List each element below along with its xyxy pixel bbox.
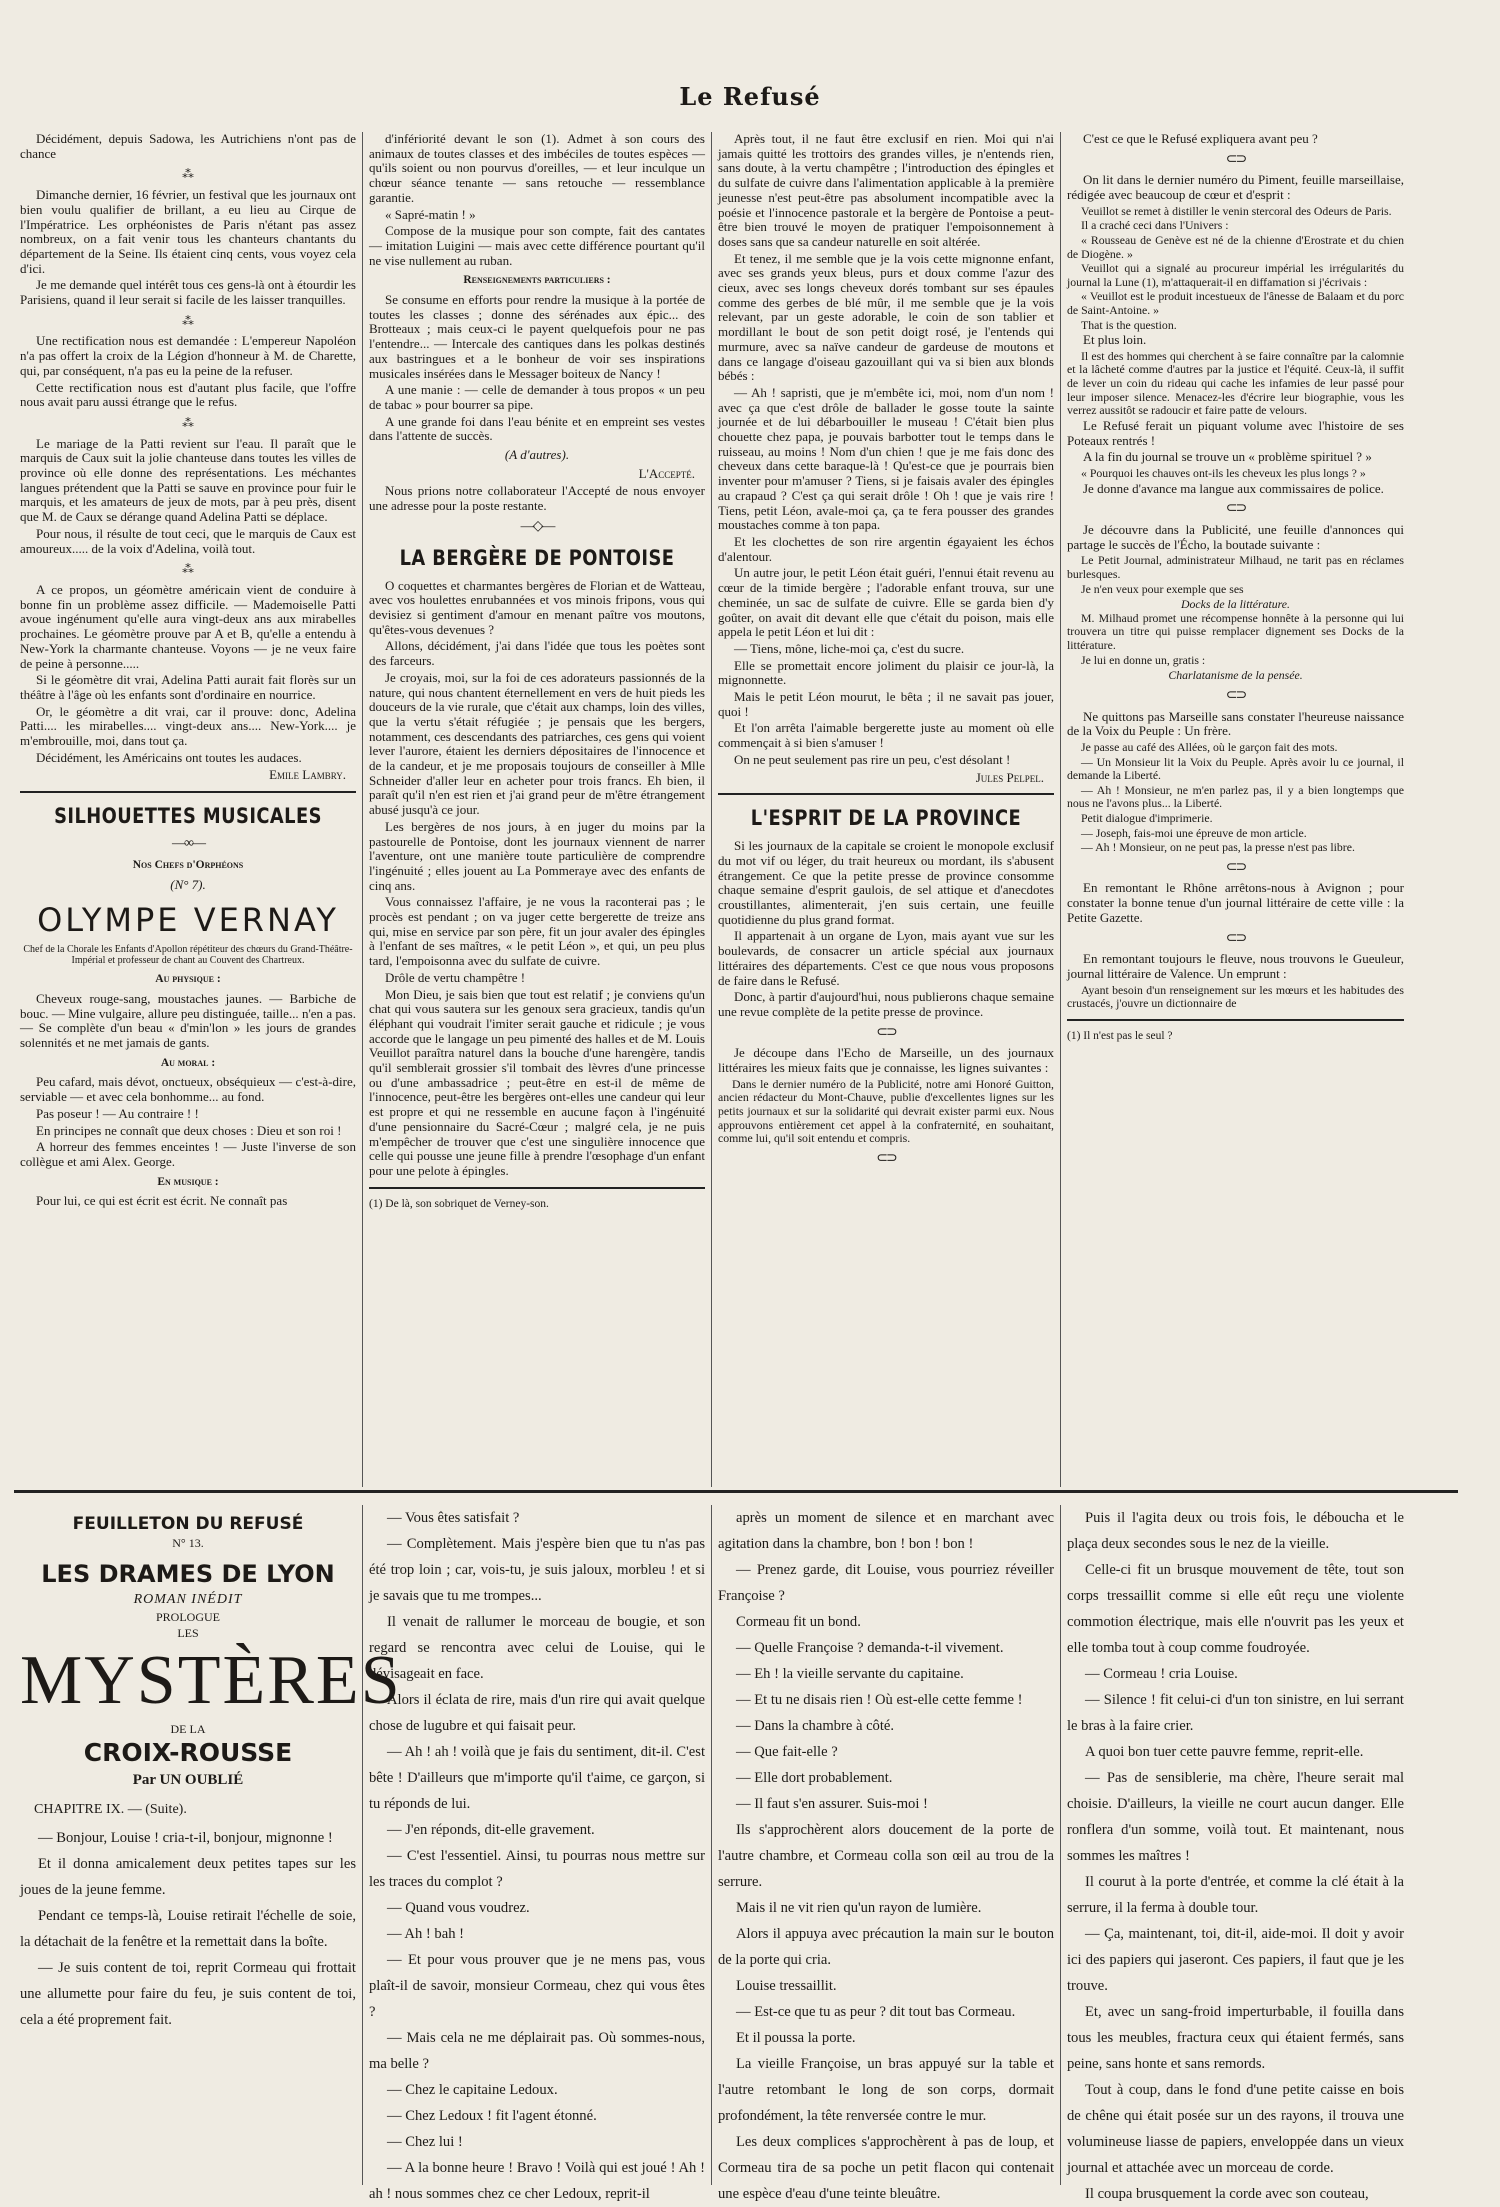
paragraph: — Cormeau ! cria Louise. <box>1085 1666 1238 1682</box>
ornament-separator: —◇— <box>520 518 554 534</box>
byline-note: (A d'autres). <box>504 447 570 463</box>
novel-title-part: CROIX-ROUSSE <box>83 1738 293 1767</box>
paragraph: Il appartenait à un organe de Lyon, mais ayant vue sur les boulevards, de consacrer un article spécial aux journaux littéraires des départements. C'est ce que nous vous proposons de faire dans le Refusé. <box>718 928 1054 988</box>
quoted-paragraph: M. Milhaud promet une récompense honnête à la personne qui lui trouvera un titre qui puisse remplacer dignement ses Docks de la littérature. <box>1067 610 1404 653</box>
paragraph: — Chez Ledoux ! fit l'agent étonné. <box>387 2108 597 2124</box>
paragraph: Si les journaux de la capitale se croient le monopole exclusif du mot vif ou léger, du trait heureux ou mordant, ils s'abusent étrangement. Ce que la petite presse de province consomme chaque semaine d'esprit gaulois, de sel attique et d'anecdotes croustillantes, alimenterait, j'en suis certain, une feuille quotidienne du plus grand format. <box>718 838 1054 927</box>
footnote: (1) Il n'est pas le seul ? <box>1067 1029 1173 1042</box>
paragraph: — Est-ce que tu as peur ? dit tout bas Cormeau. <box>736 2004 1016 2020</box>
paragraph: Cheveux rouge-sang, moustaches jaunes. — Barbiche de bouc. — Mine vulgaire, allure peu distinguée, taille... n'en a pas. — Se complète d'un beau « d'min'lon » les jours de grandes solennités et ne met jamais de gants. <box>20 990 356 1051</box>
paragraph: — Silence ! fit celui-ci d'un ton sinistre, en lui serrant le bras à la faire crier. <box>1067 1692 1404 1734</box>
paragraph: Je me demande quel intérêt tous ces gens-là ont à étourdir les Parisiens, quand il leur serait si facile de les laisser tranquilles. <box>20 277 356 308</box>
quoted-paragraph: Je lui en donne un, gratis : <box>1081 652 1206 667</box>
quoted-paragraph: « Rousseau de Genève est né de la chienne d'Erostrate et du chien de Diogène. » <box>1067 233 1404 261</box>
paragraph: Je croyais, moi, sur la foi de ces adorateurs passionnés de la nature, qui nous chantent éternellement en vers de huit pieds les douceurs de la vie rurale, que c'était aux champs, loin des villes, que la vertu s'était réfugiée ; je pensais que les bergers, notamment, ces descendants des patriarches, ces gens qui voient lever l'aurore, étaient les derniers dépositaires de l'innocence et de la candeur, et je me proposais toujours de conseiller à Mlle Schneider d'aller leur en acheter pour trois francs. Eh bien, il paraît qu'il n'en est rien et j'ai grand peur de m'être étrangement abusé jusqu'à ce jour. <box>369 669 705 818</box>
newspaper-masthead: Le Refusé <box>679 82 821 111</box>
paragraph: A horreur des femmes enceintes ! — Juste l'inverse de son collègue et ami Alex. George. <box>20 1139 356 1169</box>
quoted-paragraph: Petit dialogue d'imprimerie. <box>1081 810 1213 825</box>
paragraph: — Dans la chambre à côté. <box>736 1718 895 1734</box>
paragraph: — Ah ! ah ! voilà que je fais du sentiment, dit-il. C'est bête ! D'ailleurs que m'importe qu'il t'aime, ce garçon, si tu réponds de lui. <box>369 1744 705 1812</box>
subheading: Nos Chefs d'Orphéons <box>132 858 244 871</box>
bottom-column-2 <box>363 1505 712 2202</box>
feuilleton-caption: LES <box>177 1626 199 1640</box>
paragraph: Peu cafard, mais dévot, onctueux, obséquieux — c'est-à-dire, serviable — et avec cela bonhomme... au fond. <box>20 1074 356 1105</box>
paragraph: Décidément, les Américains ont toutes les audaces. <box>36 749 302 765</box>
quoted-paragraph: Il a craché ceci dans l'Univers : <box>1081 218 1229 233</box>
paragraph: — Complètement. Mais j'espère bien que tu n'as pas été trop loin ; car, vois-tu, je suis jaloux, morbleu ! et si je savais que tu me trompes... <box>369 1536 705 1604</box>
profile-caption: Chef de la Chorale les Enfants d'Apollon répétiteur des chœurs du Grand-Théâtre-Impérial et professeur de chant au Couvent des Chartreux. <box>23 944 353 967</box>
paragraph: Donc, à partir d'aujourd'hui, nous publierons chaque semaine une revue complète de la petite presse de province. <box>718 989 1054 1019</box>
paragraph: Si le géomètre dit vrai, Adelina Patti aurait fait florès sur un théâtre à l'âge où les enfants sont d'ordinaire en nourrice. <box>20 672 356 702</box>
ornament-separator: ⊂⊃ <box>1225 151 1246 167</box>
paragraph: Vous connaissez l'affaire, je ne vous la raconterai pas ; le procès est pendant ; on va juger cette bergerette de treize ans qui, mise en service par son père, fit un jour avaler des épingles à l'enfant de ses maîtres, « le petit Léon », et qui, un peu plus tard, l'empoisonna avec du sulfate de cuivre. <box>369 894 705 969</box>
paragraph: — Elle dort probablement. <box>736 1770 893 1786</box>
paragraph: Mon Dieu, je sais bien que tout est relatif ; je conviens qu'un chat qui vous sautera sur les genoux sera gracieux, tandis qu'un éléphant qui voudrait l'imiter serait gauche et ridicule ; je vous accorde que le langage un peu pimenté des halles et de M. Louis Veuillot paraîtra naturel dans la bouche d'une harengère, tandis qu'il semblerait grossier s'il tombait des lèvres d'une princesse ou d'une ambassadrice ; peut-être en est-il de même de l'innocence, peut-être les bergères ont-elles une candeur qui leur est propre et qui ne ressemble en aucune façon à l'ingénuité d'une pensionnaire du Sacré-Cœur ; malgré cela, je ne puis m'empêcher de trouver que c'est une singulière innocence que celle qui pousse une jeune fille à prendre l'œsophage d'un enfant pour une pelote à épingles. <box>369 986 705 1178</box>
paragraph: Les bergères de nos jours, à en juger du moins par la pastourelle de Pontoise, dont les journaux viennent de narrer l'aventure, ont une manière toute particulière de comprendre l'ingénuité ; elles jouent au La Pommeraye avec des enfants de cinq ans. <box>369 818 705 893</box>
paragraph: — Que fait-elle ? <box>736 1744 838 1760</box>
paragraph: — Je suis content de toi, reprit Cormeau qui frottait une allumette pour faire du feu, je suis content de toi, cela a été proprement fait. <box>20 1960 356 2028</box>
quoted-paragraph: Dans le dernier numéro de la Publicité, notre ami Honoré Guitton, ancien rédacteur du Mont-Chauve, publie d'excellentes lignes sur les petits journaux et sur la solidarité qui devrait exister parmi eux. Nous approuvons entièrement cet appel à la confraternité, en souhaitant, comme lui, qu'il soit entendu et compris. <box>718 1076 1054 1146</box>
paragraph: Le mariage de la Patti revient sur l'eau. Il paraît que le marquis de Caux suit la jolie chanteuse dans toutes les villes de province où elle donne des représentations. Les méchantes langues prétendent que la Patti se sauve en province pour fuir le marquis, et les amateurs de jeux de mots, par à peu près, disent que M. de Caux se dérange quand Adelina Patti se déplace. <box>20 435 356 525</box>
paragraph: En remontant le Rhône arrêtons-nous à Avignon ; pour constater la bonne tenue d'un journal littéraire de cette ville : la Petite Gazette. <box>1067 880 1404 925</box>
paragraph: En remontant toujours le fleuve, nous trouvons le Gueuleur, journal littéraire de Valence. Un emprunt : <box>1067 951 1404 981</box>
news-section <box>14 132 1458 1487</box>
paragraph: Elle se promettait encore joliment du plaisir ce jour-là, la mignonnette. <box>718 657 1054 688</box>
ornament-separator: ⊂⊃ <box>876 1150 896 1166</box>
paragraph: Le Refusé ferait un piquant volume avec l'histoire de ses Poteaux rentrés ! <box>1067 417 1404 448</box>
paragraph: — Chez le capitaine Ledoux. <box>387 2082 558 2098</box>
asterism-separator: ⁂ <box>182 562 194 577</box>
top-column-2 <box>363 132 712 1487</box>
paragraph: Alors il éclata de rire, mais d'un rire qui avait quelque chose de lugubre et qui faisait peur. <box>369 1692 705 1734</box>
paragraph: Ne quittons pas Marseille sans constater l'heureuse naissance de la Voix du Peuple : Un frère. <box>1067 708 1404 739</box>
subheading: En musique : <box>157 1175 219 1188</box>
paragraph: Mais il ne vit rien qu'un rayon de lumière. <box>736 1900 982 1916</box>
paragraph: — J'en réponds, dit-elle gravement. <box>387 1822 595 1838</box>
bottom-column-4 <box>1061 1505 1410 2202</box>
paragraph: après un moment de silence et en marchant avec agitation dans la chambre, bon ! bon ! bon ! <box>718 1510 1054 1552</box>
quoted-paragraph: Je passe au café des Allées, où le garçon fait des mots. <box>1081 740 1338 755</box>
quoted-paragraph: Ayant besoin d'un renseignement sur les mœurs et les habitudes des crustacés, j'ouvre un dictionnaire de <box>1067 982 1404 1011</box>
asterism-separator: ⁂ <box>182 167 194 182</box>
paragraph: Et plus loin. <box>1083 332 1147 348</box>
ornament-separator: ⊂⊃ <box>1225 859 1246 875</box>
paragraph: Celle-ci fit un brusque mouvement de tête, tout son corps tressaillit comme si elle eût reçu une violente commotion électrique, mais elle n'ouvrit pas les yeux et elle tomba tout à coup comme foudroyée. <box>1067 1562 1404 1656</box>
chapter-heading: CHAPITRE IX. — (Suite). <box>34 1802 187 1817</box>
ornament-separator: ⊂⊃ <box>1225 501 1246 517</box>
paragraph: Je découvre dans la Publicité, une feuille d'annonces qui partage le succès de l'Écho, la boutade suivante : <box>1067 521 1404 552</box>
article-headline: SILHOUETTES MUSICALES <box>54 804 322 829</box>
paragraph: Un autre jour, le petit Léon était guéri, l'ennui était revenu au cœur de la timide bergère ; l'adorable enfant trouva, sur une cheminée, un sac de sulfate de cuivre. Elle se garda bien d'y goûter, on avait dit devant elle que c'était du poison, mais elle appela le petit Léon et lui dit : <box>718 565 1054 640</box>
paragraph: — Quelle Françoise ? demanda-t-il vivement. <box>736 1640 1004 1656</box>
quoted-paragraph: That is the question. <box>1081 317 1177 332</box>
paragraph: Et l'on arrêta l'aimable bergerette juste au moment où elle commençait à si bien s'amuser ! <box>718 720 1054 751</box>
top-column-4 <box>1061 132 1410 1487</box>
ornament-separator: —∞— <box>172 836 204 852</box>
paragraph: Il coupa brusquement la corde avec son couteau, <box>1085 2186 1369 2202</box>
paragraph: — Prenez garde, dit Louise, vous pourriez réveiller Françoise ? <box>718 1562 1054 1604</box>
paragraph: Il courut à la porte d'entrée, et comme la clé était à la serrure, il la ferma à double tour. <box>1067 1874 1404 1916</box>
byline-note: (N° 7). <box>170 876 206 892</box>
paragraph: Alors il appuya avec précaution la main sur le bouton de la porte qui cria. <box>718 1926 1054 1968</box>
paragraph: En principes ne connaît que deux choses : Dieu et son roi ! <box>36 1122 342 1138</box>
column-rule <box>369 1187 705 1189</box>
paragraph: Compose de la musique pour son compte, fait des cantates — imitation Luigini — mais avec cette différence pourtant qu'il ne vise nullement au ruban. <box>369 223 705 268</box>
paragraph: — Vous êtes satisfait ? <box>387 1510 520 1526</box>
paragraph: Je donne d'avance ma langue aux commissaires de police. <box>1083 480 1384 496</box>
asterism-separator: ⁂ <box>182 415 194 430</box>
paragraph: C'est ce que le Refusé expliquera avant peu ? <box>1083 131 1318 146</box>
paragraph: Puis il l'agita deux ou trois fois, le déboucha et le plaça deux secondes sous le nez de la vieille. <box>1067 1510 1404 1552</box>
paragraph: Décidément, depuis Sadowa, les Autrichiens n'ont pas de chance <box>20 131 356 161</box>
bottom-column-1 <box>14 1505 402 2185</box>
paragraph: — A la bonne heure ! Bravo ! Voilà qui est joué ! Ah ! ah ! nous sommes chez ce cher Ledoux, reprit-il <box>369 2160 705 2202</box>
paragraph: Et, avec un sang-froid imperturbable, il fouilla dans tous les meubles, fractura ceux qui étaient fermés, sans peine, sans honte et sans remords. <box>1067 2004 1404 2072</box>
paragraph: — Ça, maintenant, toi, dit-il, aide-moi. Il doit y avoir ici des papiers qui jaseront. Ces papiers, il faut que je les trouve. <box>1067 1926 1404 1994</box>
paragraph: — Mais cela ne me déplairait pas. Où sommes-nous, ma belle ? <box>369 2030 705 2072</box>
paragraph: Après tout, il ne faut être exclusif en rien. Moi qui n'ai jamais quitté les trottoirs des grandes villes, je n'entends rien, sans doute, à la vertu champêtre ; l'introduction des épingles et du sulfate de cuivre dans l'alimentation applicable à la première jeunesse n'est peut-être pas absolument incompatible avec la poésie et l'innocence pastorale et la bergère de Pontoise a peut-être bien trouvé le moyen de pratiquer l'empoisonnement à doses sans que sa candeur naturelle en soit altérée. <box>718 131 1054 249</box>
paragraph: Et les clochettes de son rire argentin égayaient les échos d'alentour. <box>718 533 1054 564</box>
top-column-1 <box>14 132 363 1487</box>
paragraph: Pendant ce temps-là, Louise retirait l'échelle de soie, la détachait de la fenêtre et la remettait dans la boîte. <box>20 1908 356 1950</box>
paragraph: Or, le géomètre a dit vrai, car il prouve: donc, Adelina Patti.... les mirabelles.... vingt-deux ans.... New-York.... je m'embrouille, moi, dans tout ça. <box>20 703 356 749</box>
novel-title: MYSTÈRES <box>20 1642 402 1719</box>
paragraph: Dimanche dernier, 16 février, un festival que les journaux ont bien voulu qualifier de brillant, a eu lieu au Cirque de l'Impératrice. Les orphéonistes de Paris n'étant pas assez nombreux, on a fait venir tous les chanteurs chantants du département de la Seine. Ils étaient cinq cents, vous voyez cela d'ici. <box>20 187 356 276</box>
paragraph: Cette rectification nous est d'autant plus facile, que l'offre nous avait paru aussi étrange que le refus. <box>20 379 356 410</box>
paragraph: A la fin du journal se trouve un « problème spirituel ? » <box>1083 449 1372 465</box>
column-rule <box>718 793 1054 795</box>
quoted-paragraph: « Pourquoi les chauves ont-ils les cheveux les plus longs ? » <box>1081 465 1366 480</box>
paragraph: Pour lui, ce qui est écrit est écrit. Ne connaît pas <box>36 1193 288 1209</box>
feuilleton-caption: PROLOGUE <box>155 1610 220 1624</box>
quoted-paragraph: Veuillot se remet à distiller le venin stercoral des Odeurs de Paris. <box>1081 203 1392 218</box>
bottom-column-3 <box>712 1505 1061 2202</box>
paragraph: — Ah ! sapristi, que je m'embête ici, moi, nom d'un nom ! avec ça que c'est drôle de ballader le gosse toute la sainte journée et de lui débarbouiller le museau ! C'était bien plus chouette chez papa, je pouvais barbotter tout le temps dans le ruisseau, au moins ! Nom d'un chien ! que je me fais donc des cheveux dans cette baraque-là ! Qu'est-ce que je pourrais bien inventer pour m'amuser ? Tiens, si je faisais avaler des épingles au crapaud ? C'est ça qui serait drôle ! Oh ! que je vais rire ! Tiens, petit Léon, avale-moi ça, ça te fera pousser des grandes moustaches comme à ton papa. <box>718 384 1054 533</box>
paragraph: Cormeau fit un bond. <box>736 1614 861 1630</box>
article-headline: L'ESPRIT DE LA PROVINCE <box>750 806 1022 831</box>
ornament-separator: ⊂⊃ <box>876 1024 896 1040</box>
signature: L'Accepté. <box>638 465 695 481</box>
paragraph: O coquettes et charmantes bergères de Florian et de Watteau, avec vos houlettes enrubannées et vos minois fripons, vous qui devisiez si gentiment d'amour en menant paître vos moutons, qu'êtes-vous devenues ? <box>369 577 705 637</box>
novel-subtitle: ROMAN INÉDIT <box>133 1592 243 1607</box>
paragraph: Pas poseur ! — Au contraire ! ! <box>36 1105 199 1121</box>
quoted-paragraph: Il est des hommes qui cherchent à se faire connaître par la calomnie et la lâcheté comme d'autres par la justice et l'équité. Ceux-là, il suffit de lever un coin du rideau qui cache les infamies de leur passé pour leur imposer silence. Menacez-les d'écrire leur biographie, vous les verrez aussitôt se radoucir et faire patte de velours. <box>1067 348 1404 418</box>
top-column-3 <box>712 132 1061 1487</box>
quoted-paragraph: Veuillot qui a signalé au procureur impérial les irrégularités du journal la Lune (1), m'attaquerait-il en diffamation si j'écrivais : <box>1067 261 1404 289</box>
paragraph: A quoi bon tuer cette pauvre femme, reprit-elle. <box>1085 1744 1364 1760</box>
column-rule <box>20 791 356 793</box>
author-line: Par UN OUBLIÉ <box>132 1772 244 1788</box>
subheading: Au physique : <box>155 973 221 986</box>
quoted-paragraph: — Ah ! Monsieur, ne m'en parlez pas, il y a bien longtemps que nous ne l'avons plus... la Liberté. <box>1067 782 1404 811</box>
column-rule <box>1067 1019 1404 1021</box>
paragraph: Il venait de rallumer le morceau de bougie, et son regard se rencontra avec celui de Louise, qui le dévisageait en face. <box>369 1614 705 1682</box>
profile-name: OLYMPE VERNAY <box>37 901 339 940</box>
signature: Jules Pelpel. <box>975 769 1044 785</box>
paragraph: On ne peut seulement pas rire un peu, c'est désolant ! <box>734 751 1011 767</box>
paragraph: — Quand vous voudrez. <box>387 1900 530 1916</box>
ornament-separator: ⊂⊃ <box>1225 687 1246 703</box>
signature: Emile Lambry. <box>269 767 346 783</box>
asterism-separator: ⁂ <box>182 313 194 328</box>
paragraph: — Chez lui ! <box>387 2134 463 2150</box>
paragraph: — Bonjour, Louise ! cria-t-il, bonjour, mignonne ! <box>38 1830 333 1846</box>
quoted-paragraph: Je n'en veux pour exemple que ses <box>1081 581 1244 596</box>
paragraph: — Eh ! la vieille servante du capitaine. <box>736 1666 964 1682</box>
paragraph: Allons, décidément, j'ai dans l'idée que tous les poètes sont des farceurs. <box>369 638 705 669</box>
paragraph: Mais le petit Léon mourut, le bêta ; il ne savait pas jouer, quoi ! <box>718 689 1054 719</box>
paragraph: Et il donna amicalement deux petites tapes sur les joues de la jeune femme. <box>20 1856 356 1898</box>
feuilleton-caption: DE LA <box>170 1722 206 1736</box>
paragraph: — Pas de sensiblerie, ma chère, l'heure serait mal choisie. D'ailleurs, la vieille ne court aucun danger. Elle ronflera d'un somme, voilà tout. Et maintenant, nous sommes les maîtres ! <box>1067 1770 1404 1864</box>
subheading: Au moral : <box>160 1056 216 1069</box>
paragraph: Se consume en efforts pour rendre la musique à la portée de toutes les classes ; donne des sérénades aux épic... des Brotteaux ; mais ceux-ci le payent quelquefois pour ne pas l'entendre... — Intercale des cantiques dans les polkas destinés aux bastringues et a le bonheur de voir ses inspirations musicales insérées dans le Messager boiteux de Nancy ! <box>369 292 705 381</box>
quoted-title: Docks de la littérature. <box>1181 597 1290 612</box>
quoted-paragraph: « Veuillot est le produit incestueux de l'ânesse de Balaam et du porc de Saint-Antoine. » <box>1067 289 1404 317</box>
ornament-separator: ⊂⊃ <box>1225 930 1246 946</box>
paragraph: La vieille Françoise, un bras appuyé sur la table et l'autre retombant le long de son corps, dormait profondément, la tête renversée contre le mur. <box>718 2056 1054 2124</box>
feuilleton-caption: N° 13. <box>172 1536 204 1550</box>
paragraph: Drôle de vertu champêtre ! <box>385 969 526 985</box>
paragraph: Je découpe dans l'Echo de Marseille, un des journaux littéraires les mieux faits que je connaisse, les lignes suivantes : <box>718 1045 1054 1076</box>
paragraph: Pour nous, il résulte de tout ceci, que le marquis de Caux est amoureux..... de la voix d'Adelina, voilà tout. <box>20 525 356 556</box>
paragraph: Ils s'approchèrent alors doucement de la porte de l'autre chambre, et Cormeau colla son œil au trou de la serrure. <box>718 1822 1054 1890</box>
article-headline: LA BERGÈRE DE PONTOISE <box>399 545 675 570</box>
feuilleton-section <box>14 1505 1458 2202</box>
paragraph: A une grande foi dans l'eau bénite et en empreint ses vestes dans l'attente de succès. <box>369 413 705 444</box>
paragraph: A une manie : — celle de demander à tous propos « un peu de tabac » pour bourrer sa pipe. <box>369 382 705 412</box>
quoted-title: Charlatanisme de la pensée. <box>1168 668 1303 683</box>
feuilleton-title: FEUILLETON DU REFUSÉ <box>72 1514 304 1534</box>
quoted-paragraph: — Ah ! Monsieur, on ne peut pas, la presse n'est pas libre. <box>1081 840 1355 855</box>
paragraph: — C'est l'essentiel. Ainsi, tu pourras nous mettre sur les traces du complot ? <box>369 1848 705 1890</box>
paragraph: Louise tressaillit. <box>736 1978 837 1994</box>
paragraph: d'infériorité devant le son (1). Admet à son cours des animaux de toutes classes et des imbéciles de toutes espèces — qu'ils soient ou non pourvus d'oreilles, — et leur inculque un chœur séance tenante — sans retouche — ressemblance garantie. <box>369 131 705 205</box>
quoted-paragraph: — Un Monsieur lit la Voix du Peuple. Après avoir lu ce journal, il demande la Liberté. <box>1067 754 1404 783</box>
feuilleton-divider <box>14 1490 1458 1493</box>
paragraph: — Ah ! bah ! <box>387 1926 465 1942</box>
paragraph: Et il poussa la porte. <box>736 2030 856 2046</box>
footnote: (1) De là, son sobriquet de Verney-son. <box>369 1197 549 1210</box>
paragraph: — Et tu ne disais rien ! Où est-elle cette femme ! <box>736 1692 1023 1708</box>
paragraph: Nous prions notre collaborateur l'Accepté de nous envoyer une adresse pour la poste restante. <box>369 483 705 514</box>
paragraph: — Tiens, mône, liche-moi ça, c'est du sucre. <box>734 640 965 656</box>
paragraph: Les deux complices s'approchèrent à pas de loup, et Cormeau tira de sa poche un petit flacon qui contenait une espèce d'eau d'une teinte bleuâtre. <box>718 2134 1054 2202</box>
paragraph: « Sapré-matin ! » <box>385 206 476 222</box>
paragraph: Tout à coup, dans le fond d'une petite caisse en bois de chêne qui était posée sur un des rayons, il trouva une volumineuse liasse de papiers, enveloppée dans un vieux journal et attachée avec un morceau de corde. <box>1067 2082 1404 2176</box>
paragraph: Une rectification nous est demandée : L'empereur Napoléon n'a pas offert la croix de la Légion d'honneur à M. de Charette, qui, par conséquent, n'a pas eu la peine de la refuser. <box>20 333 356 378</box>
paragraph: — Il faut s'en assurer. Suis-moi ! <box>736 1796 928 1812</box>
novel-series-title: LES DRAMES DE LYON <box>41 1560 335 1588</box>
paragraph: Et tenez, il me semble que je la vois cette mignonne enfant, avec ses grands yeux bleus, purs et doux comme l'azur des cieux, avec ses longs cheveux dorés tombant sur ses épaules comme des gerbes de blé mûr, il me semble que je la vois relevant, par un geste adorable, le coin de son tablier et mordillant le bout de son petit doigt rosé, je l'entends qui murmure, avec sa naïve candeur de gardeuse de moutons et dans ce langage d'oiseau gazouillant qui va si bien aux blonds bébés : <box>718 250 1054 384</box>
paragraph: On lit dans le dernier numéro du Piment, feuille marseillaise, rédigée avec beaucoup de cœur et d'esprit : <box>1067 172 1404 203</box>
paragraph: — Et pour vous prouver que je ne mens pas, vous plaît-il de savoir, monsieur Cormeau, chez qui vous êtes ? <box>369 1952 705 2020</box>
subheading: Renseignements particuliers : <box>463 274 611 287</box>
quoted-paragraph: — Joseph, fais-moi une épreuve de mon article. <box>1081 825 1307 840</box>
paragraph: A ce propos, un géomètre américain vient de conduire à bonne fin un problème assez difficile. — Mademoiselle Patti avoue ingénument qu'elle aura vingt-deux ans aux mirabelles prochaines. Le géomètre prouve par A et B, qu'elle a entendu à New-York la charmante chanteuse. Voyons — je ne veux faire de peine à personne..... <box>20 581 356 671</box>
quoted-paragraph: Le Petit Journal, administrateur Milhaud, ne tarit pas en réclames burlesques. <box>1067 553 1404 581</box>
